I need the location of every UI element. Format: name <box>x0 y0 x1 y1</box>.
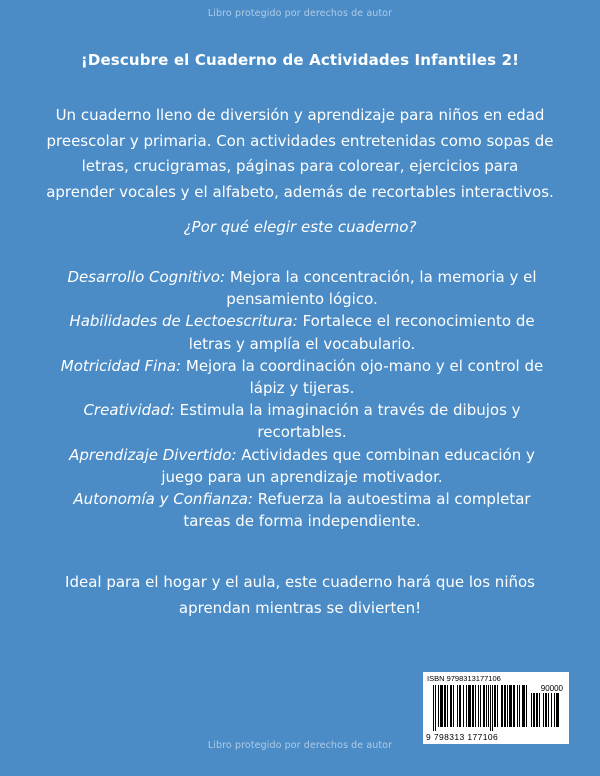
barcode-bar <box>501 685 503 727</box>
barcode-bar <box>463 685 464 727</box>
barcode-bar <box>497 685 498 727</box>
benefit-text: Mejora la coordinación ojo-mano y el control de lápiz y tijeras. <box>181 356 544 398</box>
isbn-label: ISBN 9798313177106 <box>427 674 501 683</box>
benefit-title: Habilidades de Lectoescritura: <box>69 312 298 331</box>
barcode-bar <box>543 693 544 727</box>
barcode-bar <box>486 685 487 727</box>
benefit-title: Aprendizaje Divertido: <box>69 445 237 464</box>
barcode-bar <box>457 685 458 727</box>
barcode-bar <box>450 685 452 727</box>
barcode-bar <box>531 693 532 727</box>
benefit-text: Refuerza la autoestima al completar tareas de forma independiente. <box>183 490 531 531</box>
benefit-title: Motricidad Fina: <box>60 356 182 375</box>
barcode-bar <box>459 685 461 727</box>
barcode-bar <box>509 685 512 727</box>
barcode-bar <box>556 693 559 727</box>
barcode-bar <box>478 685 479 727</box>
barcode-bar <box>494 685 496 727</box>
benefit-text: Mejora la concentración, la memoria y el pensamiento lógico. <box>225 268 537 309</box>
benefit-title: Desarrollo Cognitivo: <box>67 268 226 286</box>
section-question: ¿Por qué elegir este cuaderno? <box>183 218 417 236</box>
copyright-watermark-top: Libro protegido por derechos de autor <box>207 8 393 19</box>
barcode-bar <box>453 685 454 727</box>
barcode-bar <box>435 685 436 731</box>
barcode-bar <box>507 685 508 727</box>
barcode-bars <box>433 685 527 731</box>
benefit-item <box>52 266 552 310</box>
barcode-bar <box>475 685 476 727</box>
barcode-bar <box>466 685 467 727</box>
barcode-bar <box>539 693 540 727</box>
barcode-bar <box>488 685 489 727</box>
benefit-item <box>52 310 552 354</box>
barcode-bar <box>513 685 515 727</box>
barcode-price-code: 90000 <box>540 684 563 693</box>
benefit-item <box>52 488 552 532</box>
barcode-bar <box>438 685 439 727</box>
barcode-bar <box>483 685 485 727</box>
benefit-text: Fortalece el reconocimiento de letras y amplía el vocabulario. <box>188 312 535 353</box>
benefit-title: Autonomía y Confianza: <box>73 490 253 509</box>
closing-paragraph: Ideal para el hogar y el aula, este cuaderno hará que los niños aprendan mientras se divierten! <box>65 573 535 617</box>
barcode-bar <box>517 685 518 727</box>
benefit-text: Actividades que combinan educación y juego para un aprendizaje motivador. <box>161 445 535 486</box>
barcode-bar <box>480 685 481 727</box>
barcode-bar <box>492 685 493 731</box>
intro-paragraph: Un cuaderno lleno de diversión y aprendizaje para niños en edad preescolar y primaria. Con actividades entretenidas como sopas de letras, crucigramas, páginas para colorear, ejercicios para aprender vocales y el alfabeto, además de recortables interactivos. <box>46 106 554 201</box>
benefit-text: Estimula la imaginación a través de dibujos y recortables. <box>174 401 521 442</box>
barcode-bar <box>551 693 552 727</box>
cover-title: ¡Descubre el Cuaderno de Actividades Infantiles 2! <box>80 51 520 69</box>
barcode-bar <box>472 685 474 727</box>
copyright-watermark-bottom: Libro protegido por derechos de autor <box>207 740 393 751</box>
barcode-bar <box>519 685 520 727</box>
benefit-item <box>52 399 552 443</box>
barcode-bar <box>536 693 538 727</box>
isbn-barcode <box>423 672 569 744</box>
benefit-item <box>52 444 552 488</box>
barcode-bar <box>468 685 471 727</box>
benefit-item <box>52 355 552 399</box>
barcode-bar <box>440 685 443 727</box>
barcode-bar <box>554 693 555 727</box>
benefit-title: Creatividad: <box>83 401 175 420</box>
barcode-bar <box>545 693 547 727</box>
benefits-list <box>52 266 552 532</box>
barcode-bar <box>490 685 491 731</box>
barcode-bar <box>447 685 448 727</box>
barcode-bar <box>526 685 527 727</box>
barcode-bar <box>533 693 535 727</box>
barcode-bar <box>433 685 434 731</box>
barcode-bar <box>444 685 446 727</box>
barcode-bar <box>504 685 506 727</box>
barcode-digits: 9 798313 177106 <box>426 732 499 742</box>
barcode-addon-bars <box>531 693 563 731</box>
barcode-bar <box>522 685 525 727</box>
barcode-bar <box>548 693 549 727</box>
